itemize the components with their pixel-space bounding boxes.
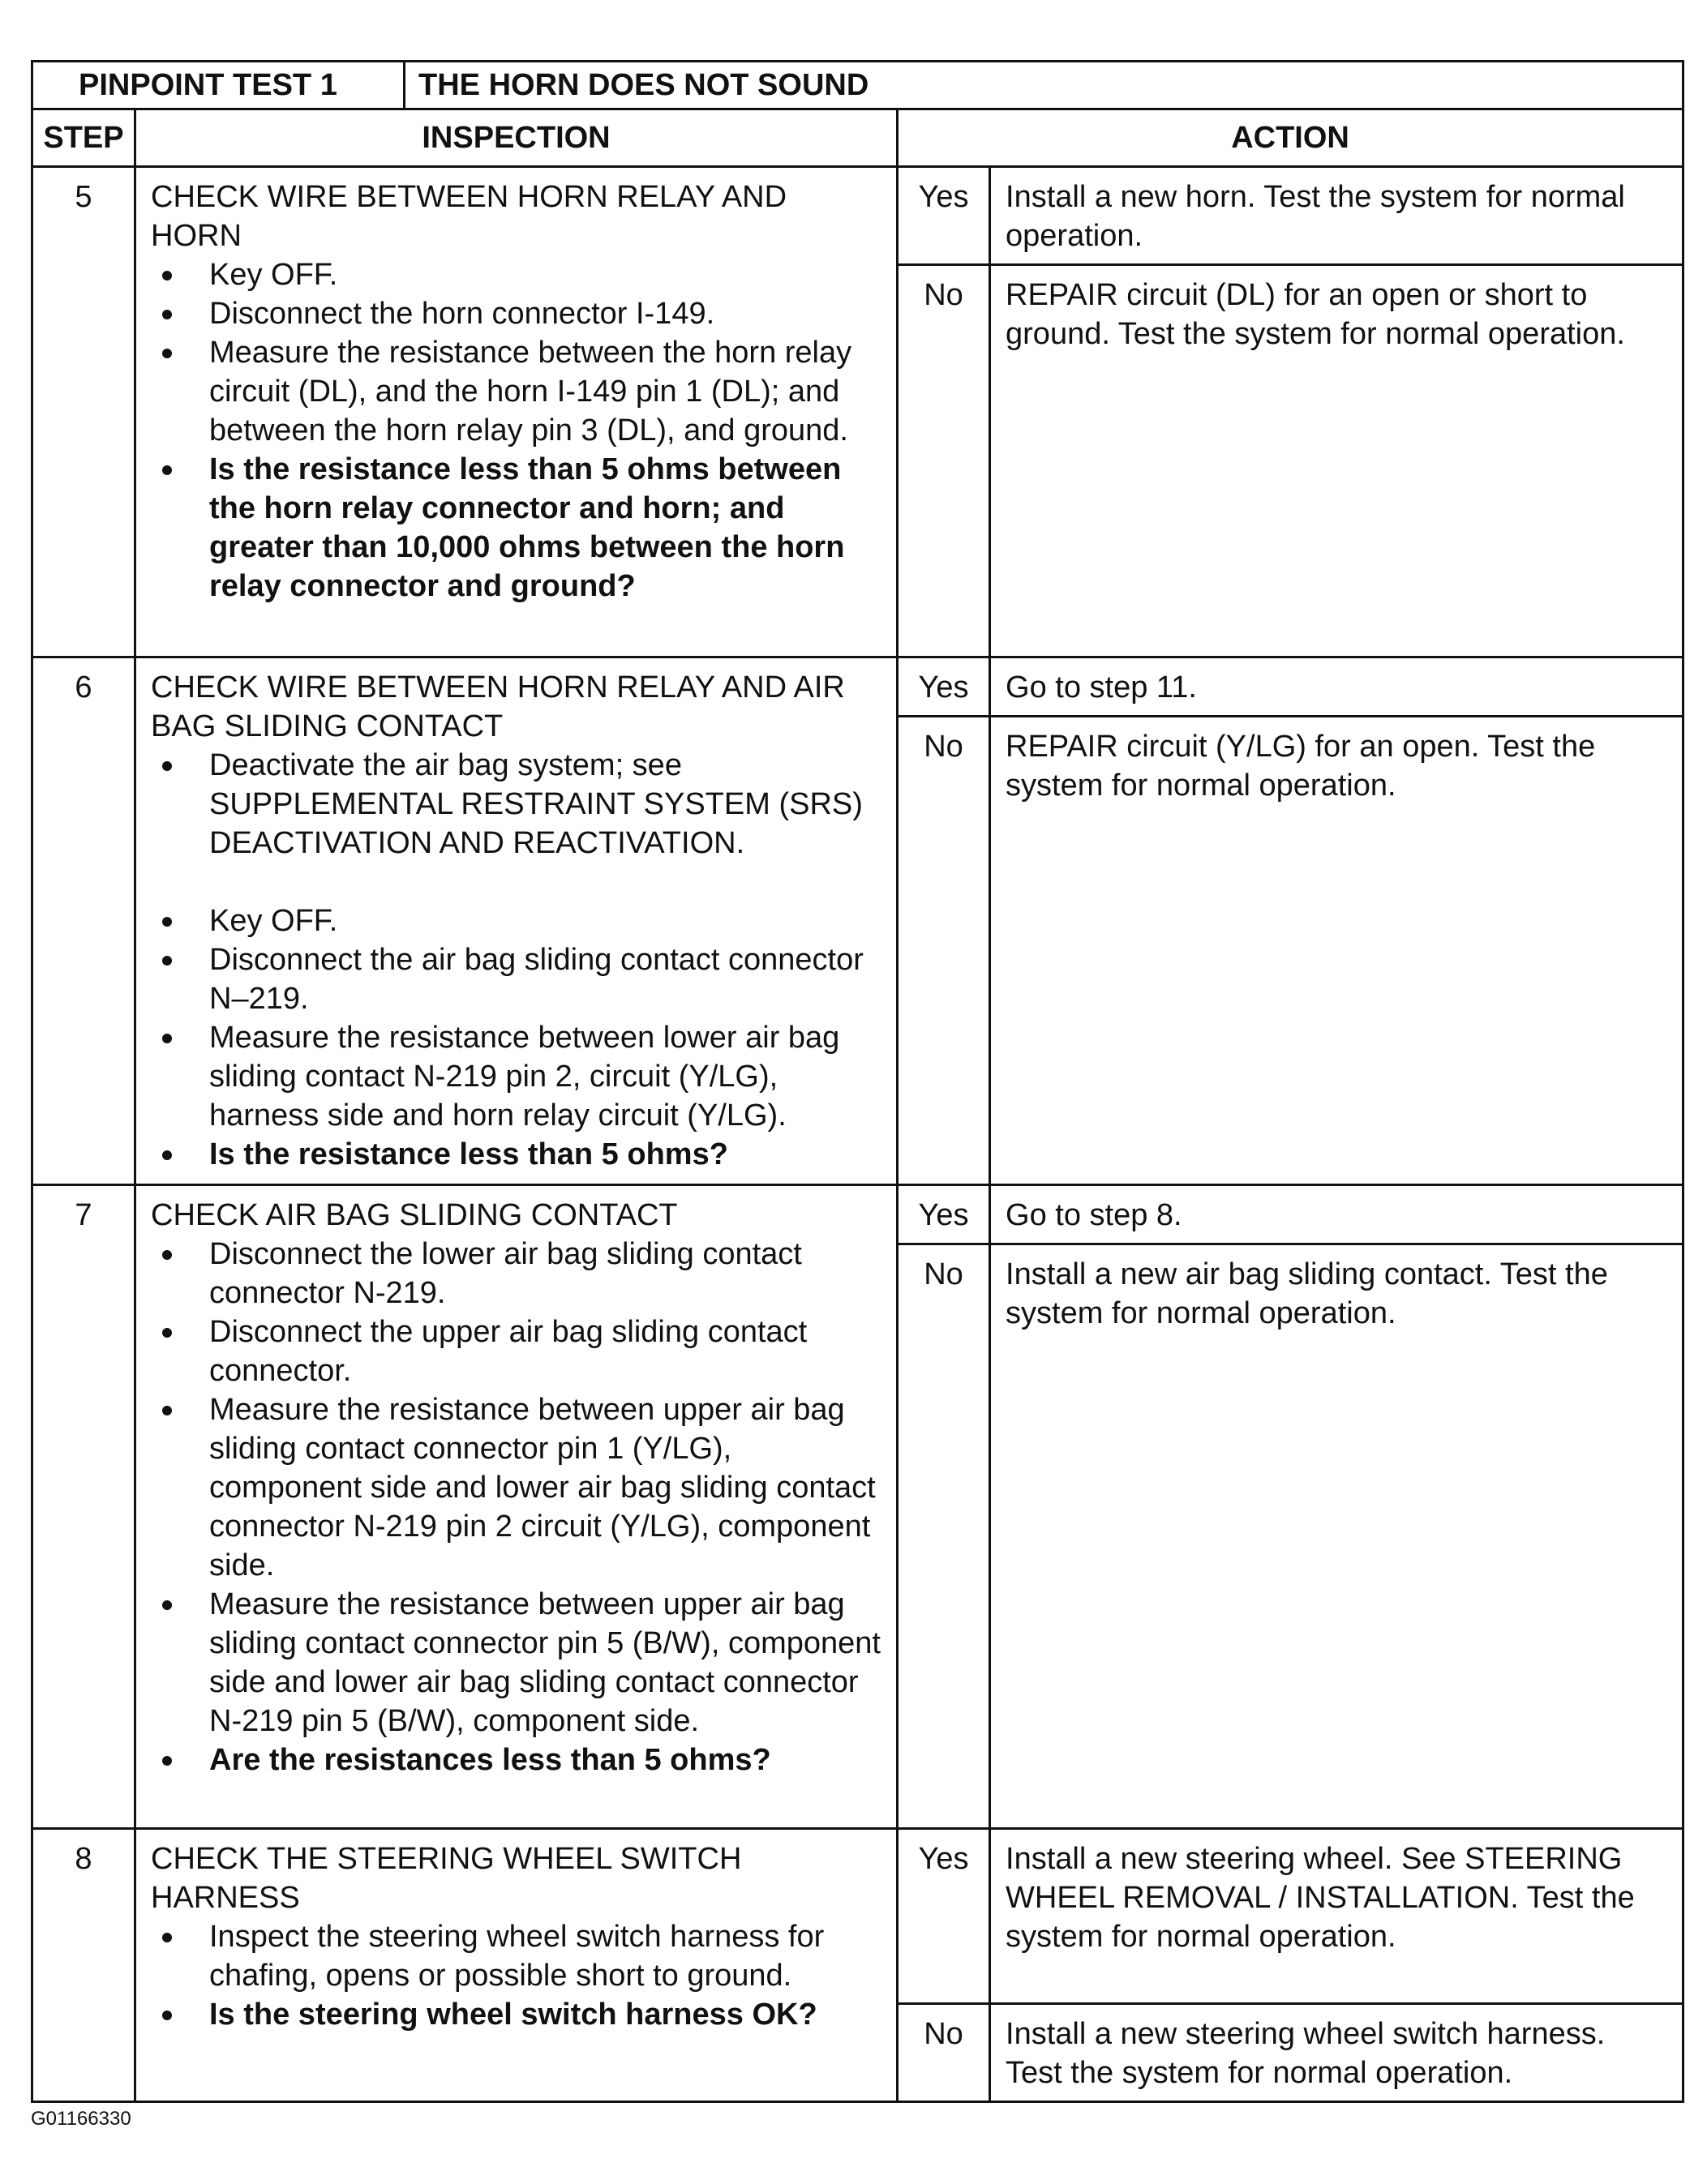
inspection-bullet: Disconnect the lower air bag sliding contact connector N-219. — [151, 1235, 885, 1313]
inspection-bullet: Key OFF. — [151, 255, 885, 294]
action-no: REPAIR circuit (Y/LG) for an open. Test the system for normal operation. — [990, 717, 1683, 1185]
answer-yes-label: Yes — [898, 167, 990, 265]
inspection-question: Is the resistance less than 5 ohms between the horn relay connector and horn; and greater than 10,000 ohms between the horn relay connector and ground? — [151, 450, 885, 606]
column-header-row — [32, 109, 1683, 167]
action-no: REPAIR circuit (DL) for an open or short to ground. Test the system for normal operation. — [990, 265, 1683, 657]
action-yes: Install a new steering wheel. See STEERING WHEEL REMOVAL / INSTALLATION. Test the system for normal operation. — [990, 1829, 1683, 2004]
step-row-yes — [32, 1185, 1683, 1244]
action-yes: Go to step 8. — [990, 1185, 1683, 1244]
answer-no-label: No — [898, 1244, 990, 1829]
inspection-list — [151, 1235, 885, 1779]
inspection-bullet: Deactivate the air bag system; see SUPPLEMENTAL RESTRAINT SYSTEM (SRS) DEACTIVATION AND REACTIVATION. — [151, 746, 885, 863]
step-6 — [32, 657, 1683, 1185]
action-yes: Install a new horn. Test the system for normal operation. — [990, 167, 1683, 265]
answer-yes-label: Yes — [898, 657, 990, 717]
step-row-yes — [32, 1829, 1683, 2004]
inspection-list — [151, 1917, 885, 2034]
inspection-bullet: Measure the resistance between the horn relay circuit (DL), and the horn I-149 pin 1 (DL); and between the horn relay pin 3 (DL), and ground. — [151, 333, 885, 450]
inspection-bullet: Measure the resistance between upper air bag sliding contact connector pin 1 (Y/LG), component side and lower air bag sliding contact connector N-219 pin 2 circuit (Y/LG), component side. — [151, 1390, 885, 1585]
inspection-bullet: Disconnect the upper air bag sliding contact connector. — [151, 1313, 885, 1390]
step-number: 5 — [32, 167, 135, 657]
answer-no-label: No — [898, 265, 990, 657]
step-7 — [32, 1185, 1683, 1829]
action-no: Install a new steering wheel switch harness. Test the system for normal operation. — [990, 2004, 1683, 2102]
inspection-bullet: Disconnect the horn connector I-149. — [151, 294, 885, 333]
inspection-cell — [135, 167, 898, 657]
inspection-list — [151, 746, 885, 1174]
inspection-title: CHECK THE STEERING WHEEL SWITCH HARNESS — [151, 1842, 742, 1915]
column-header-step: STEP — [32, 109, 135, 167]
inspection-question: Is the steering wheel switch harness OK? — [151, 1995, 885, 2034]
answer-yes-label: Yes — [898, 1185, 990, 1244]
inspection-bullet: Key OFF. — [151, 901, 885, 940]
inspection-question: Are the resistances less than 5 ohms? — [151, 1741, 885, 1779]
inspection-title: CHECK WIRE BETWEEN HORN RELAY AND AIR BAG SLIDING CONTACT — [151, 670, 845, 743]
inspection-title: CHECK AIR BAG SLIDING CONTACT — [151, 1198, 678, 1232]
action-yes: Go to step 11. — [990, 657, 1683, 717]
step-5 — [32, 167, 1683, 657]
inspection-question: Is the resistance less than 5 ohms? — [151, 1135, 885, 1174]
inspection-list — [151, 255, 885, 606]
inspection-bullet: Measure the resistance between lower air bag sliding contact N-219 pin 2, circuit (Y/LG), harness side and horn relay circuit (Y/LG). — [151, 1018, 885, 1135]
step-row-yes — [32, 657, 1683, 717]
step-8 — [32, 1829, 1683, 2102]
inspection-title: CHECK WIRE BETWEEN HORN RELAY AND HORN — [151, 180, 787, 253]
answer-no-label: No — [898, 717, 990, 1185]
inspection-bullet: Disconnect the air bag sliding contact connector N–219. — [151, 940, 885, 1018]
test-label: PINPOINT TEST 1 — [32, 62, 405, 109]
figure-id: G01166330 — [31, 2108, 131, 2130]
inspection-cell — [135, 1829, 898, 2102]
inspection-bullet: Inspect the steering wheel switch harness for chafing, opens or possible short to ground. — [151, 1917, 885, 1995]
test-title: THE HORN DOES NOT SOUND — [405, 62, 1683, 109]
action-no: Install a new air bag sliding contact. Test the system for normal operation. — [990, 1244, 1683, 1829]
pinpoint-test-table — [31, 60, 1684, 2103]
step-number: 6 — [32, 657, 135, 1185]
inspection-cell — [135, 657, 898, 1185]
step-number: 8 — [32, 1829, 135, 2102]
step-number: 7 — [32, 1185, 135, 1829]
column-header-action: ACTION — [898, 109, 1683, 167]
answer-no-label: No — [898, 2004, 990, 2102]
inspection-bullet: Measure the resistance between upper air bag sliding contact connector pin 5 (B/W), component side and lower air bag sliding contact connector N-219 pin 5 (B/W), component side. — [151, 1585, 885, 1741]
test-header-row — [32, 62, 1683, 109]
answer-yes-label: Yes — [898, 1829, 990, 2004]
column-header-inspection: INSPECTION — [135, 109, 898, 167]
inspection-cell — [135, 1185, 898, 1829]
step-row-yes — [32, 167, 1683, 265]
